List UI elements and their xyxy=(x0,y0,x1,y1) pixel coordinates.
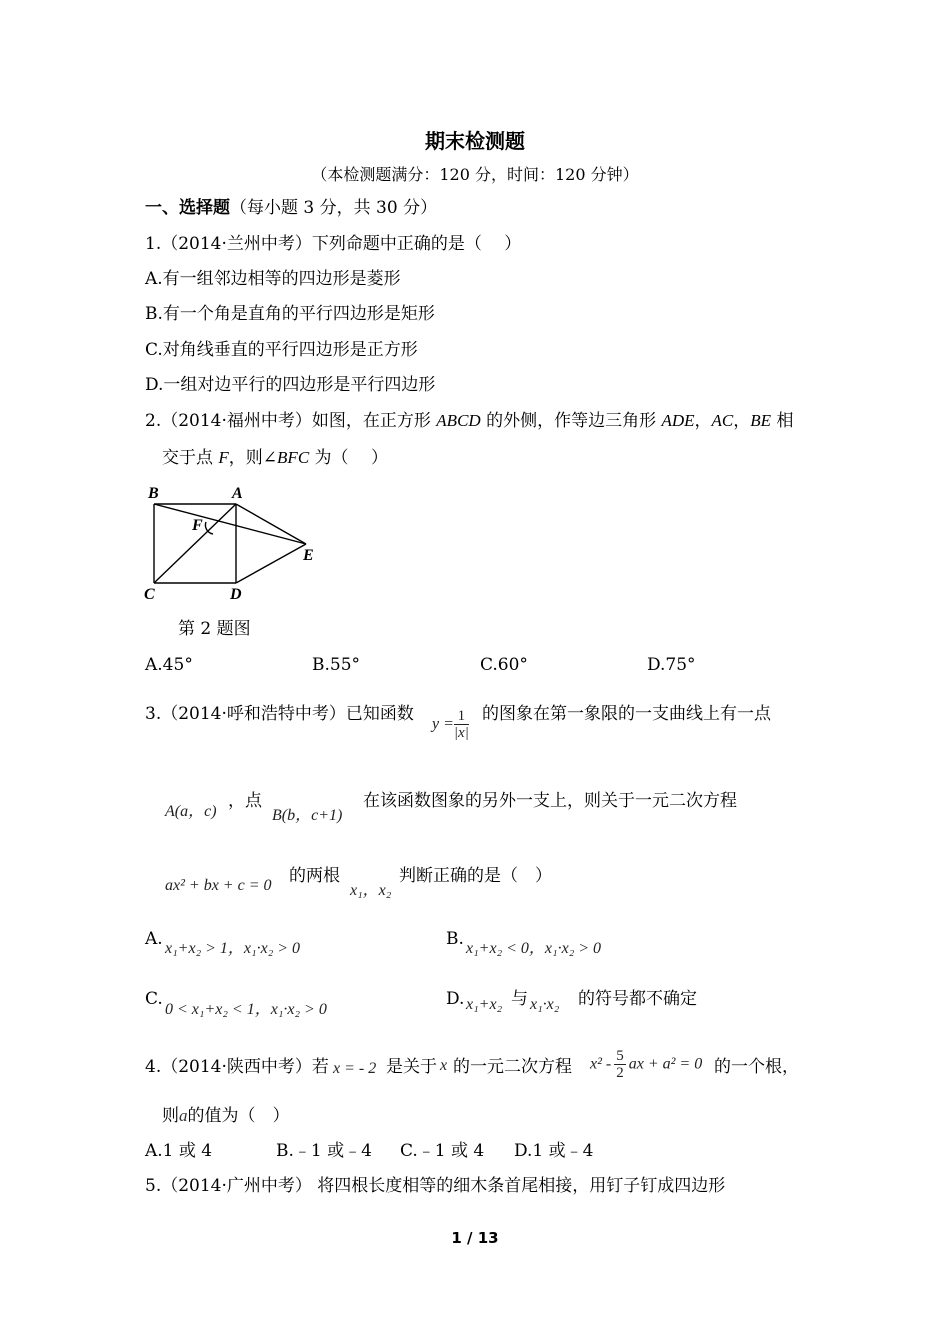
question-2-option-b: B.55° xyxy=(312,655,361,675)
segment-ae xyxy=(236,504,306,544)
question-1-option-a: A.有一组邻边相等的四边形是菱形 xyxy=(145,269,401,289)
label-f: F xyxy=(192,517,203,534)
q4-condition: x = - 2 xyxy=(333,1060,377,1077)
exam-info: （本检测题满分：120 分，时间：120 分钟） xyxy=(311,165,639,184)
q2-text: 相 xyxy=(771,411,794,431)
q3-option-b: x₁+x₂ < 0，x₁·x₂ > 0 xyxy=(466,940,602,957)
square-triangle-figure xyxy=(140,482,330,607)
question-1-option-b: B.有一个角是直角的平行四边形是矩形 xyxy=(145,304,435,324)
figure-caption: 第 2 题图 xyxy=(178,619,251,639)
q2-triangle: ADE xyxy=(661,411,695,430)
q3-option-d-sum: x₁+x₂ xyxy=(466,996,503,1013)
q3-option-d-and: 与 xyxy=(511,989,528,1009)
q4-denominator: 2 xyxy=(616,1065,624,1081)
segment-de xyxy=(236,544,306,583)
question-4-option-a: A.1 或 4 xyxy=(145,1141,213,1161)
q3-option-d-product: x₁·x₂ xyxy=(530,996,560,1013)
q2-square: ABCD xyxy=(436,411,481,430)
q3-function xyxy=(432,708,469,741)
q3-option-b-label: B. xyxy=(446,929,464,949)
question-2-option-c: C.60° xyxy=(480,655,528,675)
question-4-option-b: B.﹣1 或﹣4 xyxy=(276,1141,372,1161)
question-2-option-a: A.45° xyxy=(145,655,193,675)
label-d: D xyxy=(230,586,242,603)
question-3-stem xyxy=(145,703,414,725)
q4-text-mid: 是关于 xyxy=(386,1057,437,1077)
question-1-option-c: C.对角线垂直的平行四边形是正方形 xyxy=(145,340,418,360)
label-e: E xyxy=(303,547,314,564)
question-1-stem: 1.（2014·兰州中考）下列命题中正确的是（ ） xyxy=(145,234,522,254)
q3-text: 3.（2014·呼和浩特中考）已知函数 xyxy=(145,704,414,724)
q4-text-mid2: 的一元二次方程 xyxy=(453,1057,572,1077)
q2-text: 为（ ） xyxy=(309,448,388,468)
q4-text-post: 的一个根， xyxy=(714,1057,799,1077)
question-4-option-d: D.1 或﹣4 xyxy=(514,1141,594,1161)
section-title: 一、选择题 xyxy=(145,198,230,218)
q4-numerator: 5 xyxy=(616,1048,624,1064)
q2-point: F xyxy=(218,448,229,467)
question-2-stem xyxy=(145,410,793,432)
question-4-option-c: C.﹣1 或 4 xyxy=(400,1141,485,1161)
q2-angle: BFC xyxy=(277,448,310,467)
q3-func-denominator: |x| xyxy=(453,725,469,741)
q4-fraction xyxy=(614,1048,626,1081)
q3-func-fraction xyxy=(454,708,469,741)
section-heading xyxy=(145,197,437,219)
page-title: 期末检测题 xyxy=(425,129,525,153)
q2-be: BE xyxy=(750,411,772,430)
question-2-stem-line2 xyxy=(162,447,388,469)
q4-text: 则 xyxy=(162,1106,179,1126)
q2-text: 交于点 xyxy=(162,448,219,468)
q4-text: 的值为（ ） xyxy=(187,1106,290,1126)
q3-option-d-label: D. xyxy=(446,989,465,1009)
q3-option-a: x₁+x₂ > 1，x₁·x₂ > 0 xyxy=(165,940,301,957)
q2-sep: ， xyxy=(694,411,712,431)
q3-option-c-label: C. xyxy=(145,989,163,1009)
q4-eq-part-a: x² - xyxy=(590,1055,612,1073)
question-4-stem: 4.（2014·陕西中考）若 xyxy=(145,1057,329,1077)
section-note: （每小题 3 分，共 30 分） xyxy=(230,198,438,218)
q3-option-d-post: 的符号都不确定 xyxy=(578,989,697,1009)
label-b: B xyxy=(148,485,159,502)
q3-func-y: y = xyxy=(432,715,454,733)
q3-equation: ax² + bx + c = 0 xyxy=(165,877,272,894)
q2-ac: AC xyxy=(711,411,734,430)
q3-text-line3-post: 判断正确的是（ ） xyxy=(399,866,552,886)
q3-point-a: A(a，c) xyxy=(165,803,217,820)
q2-sep: ， xyxy=(733,411,751,431)
q3-roots: x₁，x₂ xyxy=(350,882,392,899)
q3-func-numerator: 1 xyxy=(454,708,469,725)
q4-equation xyxy=(590,1048,702,1081)
q2-text: 2.（2014·福州中考）如图，在正方形 xyxy=(145,411,437,431)
question-5-stem: 5.（2014·广州中考） 将四根长度相等的细木条首尾相接，用钉子钉成四边形 xyxy=(145,1176,726,1196)
q3-text-post: 的图象在第一象限的一支曲线上有一点 xyxy=(482,704,771,724)
q3-text-line3: 的两根 xyxy=(289,866,340,886)
q3-text-line2: 在该函数图象的另外一支上，则关于一元二次方程 xyxy=(363,791,737,811)
diagonal-ac xyxy=(154,504,236,583)
question-4-line2 xyxy=(162,1105,290,1127)
q4-a-variable: a xyxy=(179,1106,188,1125)
q3-text-dian: ，点 xyxy=(228,791,262,811)
q3-point-b: B(b，c+1) xyxy=(272,807,343,824)
q4-eq-part-b: ax + a² = 0 xyxy=(628,1055,703,1073)
q3-option-c: 0 < x₁+x₂ < 1，x₁·x₂ > 0 xyxy=(165,1001,327,1018)
question-1-option-d: D.一组对边平行的四边形是平行四边形 xyxy=(145,375,436,395)
q4-variable: x xyxy=(440,1057,448,1074)
question-2-option-d: D.75° xyxy=(647,655,696,675)
q2-text: 的外侧，作等边三角形 xyxy=(480,411,662,431)
page-number: 1 / 13 xyxy=(451,1229,499,1247)
label-a: A xyxy=(232,485,243,502)
label-c: C xyxy=(144,586,155,603)
q2-text: ，则∠ xyxy=(228,448,278,468)
q3-option-a-label: A. xyxy=(145,929,163,949)
